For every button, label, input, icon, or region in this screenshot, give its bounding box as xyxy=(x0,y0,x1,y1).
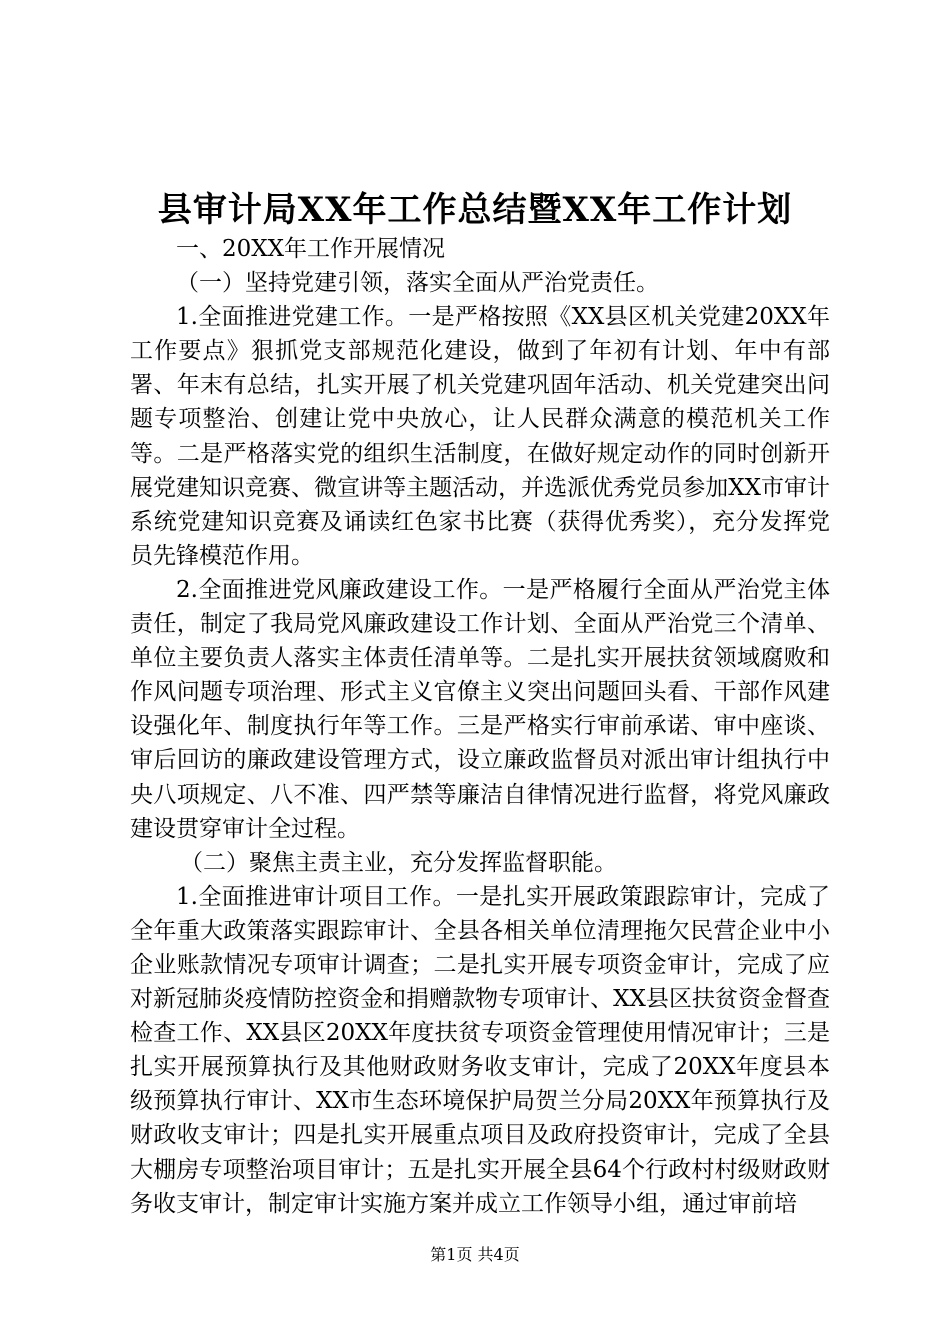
paragraph-audit-projects: 1.全面推进审计项目工作。一是扎实开展政策跟踪审计，完成了全年重大政策落实跟踪审计、全县各相关单位清理拖欠民营企业中小企业账款情况专项审计调查；二是扎实开展专项资金审计，完成了应对新冠肺炎疫情防控资金和捐赠款物专项审计、XX县区扶贫资金督查检查工作、XX县区20XX年度扶贫专项资金管理使用情况审计；三是扎实开展预算执行及其他财政财务收支审计，完成了20XX年度县本级预算执行审计、XX市生态环境保护局贺兰分局20XX年预算执行及财政收支审计；四是扎实开展重点项目及政府投资审计，完成了全县大棚房专项整治项目审计；五是扎实开展全县64个行政村村级财政财务收支审计，制定审计实施方案并成立工作领导小组，通过审前培 xyxy=(130,883,830,1217)
section-heading-1: 一、20XX年工作开展情况 xyxy=(176,236,446,262)
paragraph-integrity-building: 2.全面推进党风廉政建设工作。一是严格履行全面从严治党主体责任，制定了我局党风廉政建设工作计划、全面从严治党三个清单、单位主要负责人落实主体责任清单等。二是扎实开展扶贫领域腐败和作风问题专项治理、形式主义官僚主义突出问题回头看、干部作风建设强化年、制度执行年等工作。三是严格实行审前承诺、审中座谈、审后回访的廉政建设管理方式，设立廉政监督员对派出审计组执行中央八项规定、八不准、四严禁等廉洁自律情况进行监督，将党风廉政建设贯穿审计全过程。 xyxy=(130,576,830,842)
paragraph-party-building: 1.全面推进党建工作。一是严格按照《XX县区机关党建20XX年工作要点》狠抓党支部规范化建设，做到了年初有计划、年中有部署、年末有总结，扎实开展了机关党建巩固年活动、机关党建突出问题专项整治、创建让党中央放心，让人民群众满意的模范机关工作等。二是严格落实党的组织生活制度，在做好规定动作的同时创新开展党建知识竞赛、微宣讲等主题活动，并选派优秀党员参加XX市审计系统党建知识竞赛及诵读红色家书比赛（获得优秀奖），充分发挥党员先锋模范作用。 xyxy=(130,304,830,569)
page-footer: 第1页 共4页 xyxy=(430,1245,520,1264)
subsection-heading-1: （一）坚持党建引领，落实全面从严治党责任。 xyxy=(176,270,659,297)
document-title: 县审计局XX年工作总结暨XX年工作计划 xyxy=(157,190,793,230)
document-body xyxy=(130,232,830,1221)
subsection-heading-2: （二）聚焦主责主业，充分发挥监督职能。 xyxy=(180,849,617,876)
